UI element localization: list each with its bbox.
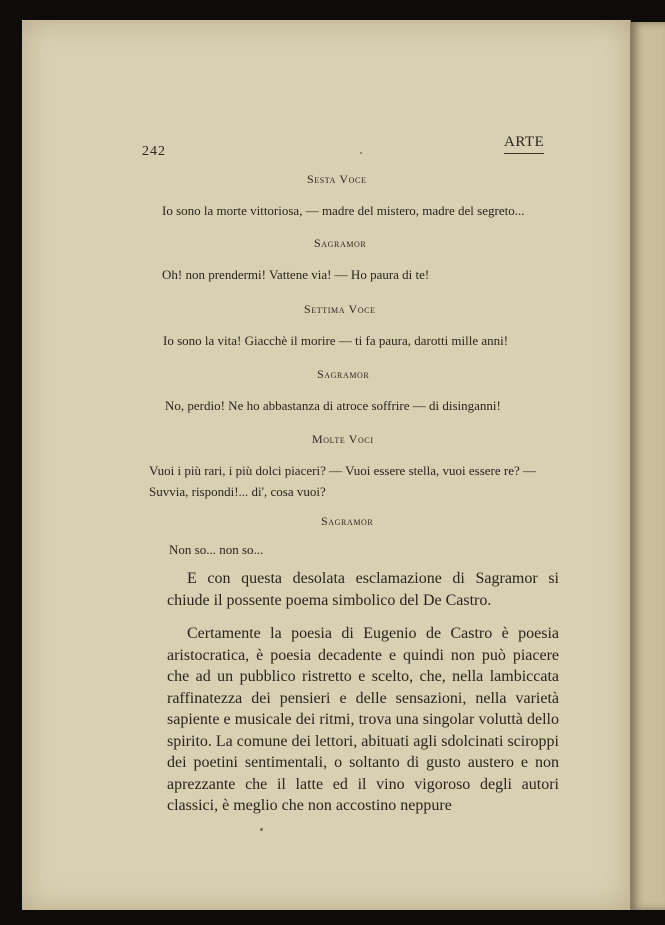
paper-speck (260, 828, 263, 831)
verse-line: Vuoi i più rari, i più dolci piaceri? — Vuoi essere stella, vuoi essere re? — Suvvia, rispondi!... di', cosa vuoi? (149, 463, 536, 499)
body-paragraph: Certamente la poesia di Eugenio de Castro è poesia aristocratica, è poesia decadente e quindi non può piacere che ad un pubblico ristretto e scelto, che, nella lambiccata raffinatezza dei pensieri e delle sensazioni, nella varietà sapiente e musicale dei ritmi, trova una singolar voluttà dello spirito. La comune dei lettori, abituati agli sdolcinati sciroppi dei poetini sentimentali, o soltanto di gusto austero e non aprezzante che il latte ed il vino vigoroso degli autori classici, è meglio che non accostino neppure (167, 625, 559, 814)
speaker-label: Molte Voci (312, 432, 374, 446)
speaker-label: Sesta Voce (307, 172, 367, 186)
speaker-label: Sagramor (317, 367, 370, 381)
speaker-label: Settima Voce (304, 302, 376, 316)
book-page (22, 20, 630, 910)
page-number: 242 (142, 144, 166, 159)
speaker-label: Sagramor (314, 236, 367, 250)
running-head: ARTE (504, 134, 544, 154)
speaker-label: Sagramor (321, 514, 374, 528)
verse-line: No, perdio! Ne ho abbastanza di atroce soffrire — di disinganni! (165, 398, 501, 413)
body-paragraph: E con questa desolata esclamazione di Sagramor si chiude il possente poema simbolico del De Castro. (167, 570, 559, 609)
verse-line: Non so... non so... (169, 542, 264, 557)
verse-line: Io sono la vita! Giacchè il morire — ti fa paura, darotti mille anni! (163, 333, 509, 348)
verse-line: Io sono la morte vittoriosa, — madre del mistero, madre del segreto... (162, 203, 525, 218)
paper-speck (360, 152, 362, 154)
adjacent-page-edge (630, 22, 665, 910)
verse-line: Oh! non prendermi! Vattene via! — Ho paura di te! (162, 267, 430, 282)
